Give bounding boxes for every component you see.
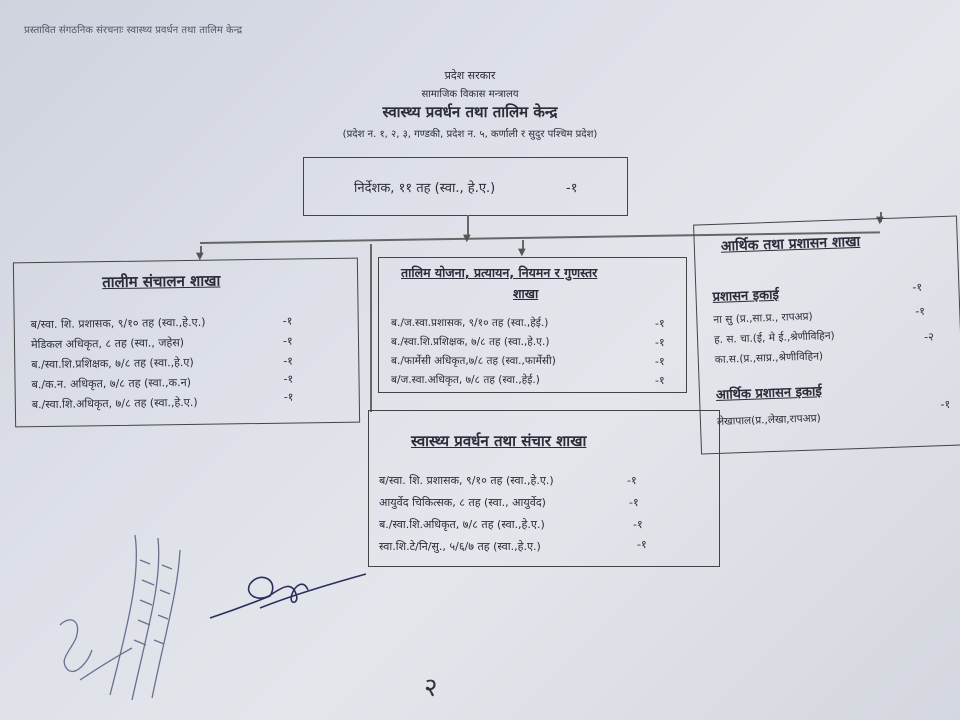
admin-unit-title-count: -१ xyxy=(912,280,923,295)
arrow-left: ▼ xyxy=(196,251,204,262)
header-ministry: सामाजिक विकास मन्त्रालय xyxy=(421,89,519,100)
arrow-director: ▼ xyxy=(463,233,471,244)
training-count-1: -१ xyxy=(282,314,293,328)
planning-count-4: -१ xyxy=(655,374,665,387)
training-count-2: -१ xyxy=(282,334,293,348)
training-row-4: ब./क.न. अधिकृत, ७/८ तह (स्वा.,क.न) xyxy=(31,375,192,392)
promotion-branch-box xyxy=(368,410,720,567)
promotion-count-1: -१ xyxy=(627,474,637,487)
promotion-branch-title: स्वास्थ्य प्रवर्धन तथा संचार शाखा xyxy=(411,432,587,450)
training-row-3: ब./स्वा.शि.प्रशिक्षक, ७/८ तह (स्वा.,हे.ए) xyxy=(31,355,194,372)
page-number: २ xyxy=(424,673,438,703)
training-row-5: ब./स्वा.शि.अधिकृत, ७/८ तह (स्वा.,हे.ए.) xyxy=(31,395,198,412)
planning-branch-box xyxy=(378,257,687,393)
top-note: प्रस्तावित संगठनिक संरचनाः स्वास्थ्य प्रवर्धन तथा तालिम केन्द्र xyxy=(24,25,243,36)
planning-branch-title-line1: तालिम योजना, प्रत्यायन, नियमन र गुणस्तर xyxy=(401,265,598,280)
finance-row-1: लेखापाल(प्र.,लेखा,रापअप्र) xyxy=(716,412,821,428)
training-branch-title: तालीम संचालन शाखा xyxy=(102,271,221,292)
planning-row-3: ब./फार्मेसी अधिकृत,७/८ तह (स्वा.,फार्मेसी) xyxy=(391,355,556,367)
admin-row-2: ह. स. चा.(ई, मे ई.,श्रेणीविहिन) xyxy=(713,329,835,347)
training-count-3: -१ xyxy=(283,354,294,368)
director-count: -१ xyxy=(566,181,578,196)
promotion-count-4: -१ xyxy=(637,538,647,551)
connector-middle-lower xyxy=(370,244,372,412)
promotion-row-2: आयुर्वेद चिकित्सक, ८ तह (स्वा., आयुर्वेद) xyxy=(379,496,546,509)
planning-row-1: ब./ज.स्वा.प्रशासक, ९/१० तह (स्वा.,हेई.) xyxy=(391,317,549,329)
director-label: निर्देशक, ११ तह (स्वा., हे.ए.) xyxy=(354,181,496,196)
training-count-5: -१ xyxy=(283,390,294,404)
planning-count-3: -१ xyxy=(655,355,665,368)
promotion-row-4: स्वा.शि.टे/नि/सु., ५/६/७ तह (स्वा.,हे.ए.) xyxy=(379,540,541,553)
director-box xyxy=(303,157,628,216)
header-subtitle: (प्रदेश न. १, २, ३, गण्डकी, प्रदेश न. ५, कर्णाली र सुदुर पश्चिम प्रदेश) xyxy=(342,129,598,140)
training-row-1: ब/स्वा. शि. प्रशासक, ९/१० तह (स्वा.,हे.ए.) xyxy=(30,315,206,332)
finance-unit-title: आर्थिक प्रशासन इकाई xyxy=(715,384,822,403)
official-stamp xyxy=(40,520,210,710)
planning-branch-title-line2: शाखा xyxy=(513,286,539,301)
admin-branch-box xyxy=(693,215,960,454)
promotion-row-3: ब./स्वा.शि.अधिकृत, ७/८ तह (स्वा.,हे.ए.) xyxy=(379,518,545,531)
admin-count-3: -२ xyxy=(923,330,935,344)
training-row-2: मेडिकल अधिकृत, ८ तह (स्वा., जहेस) xyxy=(30,336,185,352)
promotion-count-3: -१ xyxy=(633,518,643,531)
header-government: प्रदेश सरकार xyxy=(444,69,496,82)
finance-count-1: -१ xyxy=(940,397,951,412)
admin-row-3: का.स.(प्र.,साप्र.,श्रेणीविहिन) xyxy=(714,350,824,366)
admin-branch-title: आर्थिक तथा प्रशासन शाखा xyxy=(720,233,861,255)
arrow-right: ▼ xyxy=(876,215,884,226)
header-title: स्वास्थ्य प्रवर्धन तथा तालिम केन्द्र xyxy=(382,103,558,121)
planning-row-4: ब/ज.स्वा.अधिकृत, ७/८ तह (स्वा.,हेई.) xyxy=(391,374,540,386)
promotion-count-2: -१ xyxy=(629,496,639,509)
planning-count-2: -१ xyxy=(655,336,665,349)
admin-count-1: -१ xyxy=(915,304,926,318)
planning-count-1: -१ xyxy=(655,317,665,330)
promotion-row-1: ब/स्वा. शि. प्रशासक, ९/१० तह (स्वा.,हे.ए.) xyxy=(379,474,554,487)
planning-row-2: ब./स्वा.शि.प्रशिक्षक, ७/८ तह (स्वा.,हे.ए.) xyxy=(391,336,550,348)
admin-row-1: ना सु (प्र.,सा.प्र., रापअप्र) xyxy=(713,310,813,327)
admin-unit-title: प्रशासन इकाई xyxy=(712,287,780,306)
arrow-middle: ▼ xyxy=(518,247,526,258)
handwritten-signature xyxy=(200,560,370,630)
training-branch-box xyxy=(13,258,360,428)
training-count-4: -१ xyxy=(283,372,294,386)
